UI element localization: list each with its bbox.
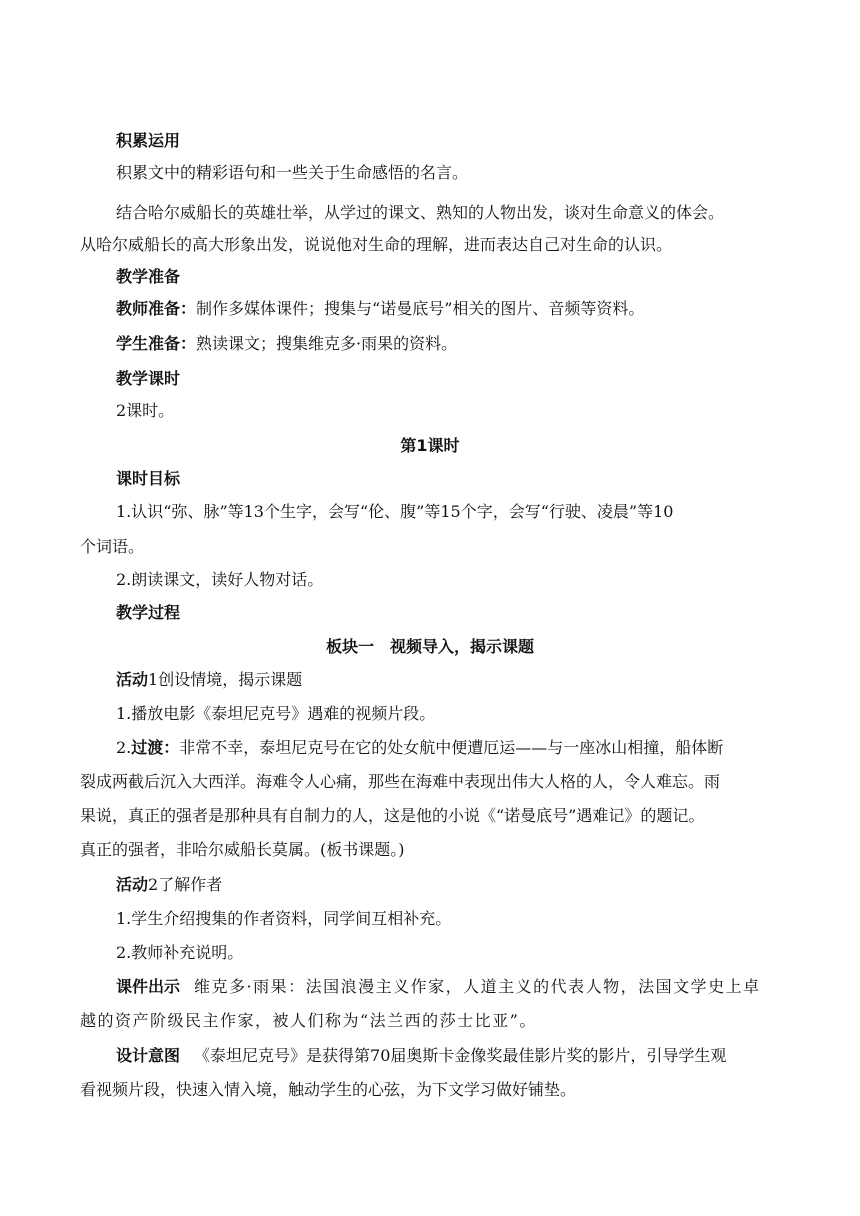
text: 《泰坦尼克号》是获得第70届奥斯卡金像奖最佳影片奖的影片，引导学生观	[194, 1046, 727, 1065]
paragraph: 越的资产阶级民主作家，被人们称为“法兰西的莎士比亚”。	[80, 1011, 537, 1030]
heading-accumulate: 积累运用	[116, 131, 181, 150]
heading-prep: 教学准备	[116, 267, 181, 286]
goal-item: 1.认识“弥、脉”等13个生字，会写“伦、腹”等15个字，会写“行驶、凌晨”等10	[116, 502, 674, 521]
text: 2了解作者	[148, 875, 223, 894]
block-title: 板块一 视频导入，揭示课题	[325, 637, 534, 656]
label: 教师准备：	[116, 299, 197, 318]
lesson-title: 第1课时	[400, 436, 460, 455]
list-item	[116, 738, 816, 758]
paragraph: 果说，真正的强者是那种具有自制力的人，这是他的小说《“诺曼底号”遇难记》的题记。	[80, 806, 705, 825]
goal-item: 个词语。	[80, 537, 145, 556]
list-item: 1.学生介绍搜集的作者资料，同学间互相补充。	[116, 909, 452, 928]
design-note	[116, 1046, 816, 1066]
paragraph: 结合哈尔威船长的英雄壮举，从学过的课文、熟知的人物出发，谈对生命意义的体会。	[116, 203, 725, 222]
label: 活动	[116, 875, 149, 894]
student-prep	[116, 334, 816, 354]
heading-process: 教学过程	[116, 603, 181, 622]
label: 活动	[116, 670, 149, 689]
paragraph: 看视频片段，快速入情入境，触动学生的心弦，为下文学习做好铺垫。	[80, 1080, 577, 1099]
text: 制作多媒体课件；搜集与“诺曼底号”相关的图片、音频等资料。	[196, 299, 645, 318]
paragraph: 真正的强者，非哈尔威船长莫属。(板书课题。)	[80, 840, 405, 859]
text: 非常不幸，泰坦尼克号在它的处女航中便遭厄运——与一座冰山相撞，船体断	[179, 738, 724, 757]
text: 1创设情境，揭示课题	[148, 670, 303, 689]
label: 过渡：	[131, 738, 180, 757]
courseware-note	[116, 977, 816, 997]
paragraph: 从哈尔威船长的高大形象出发，说说他对生命的理解，进而表达自己对生命的认识。	[80, 235, 673, 254]
number: 2.	[116, 738, 132, 757]
label: 学生准备：	[116, 334, 197, 353]
list-item: 2.教师补充说明。	[116, 943, 244, 962]
label: 课件出示	[116, 977, 181, 996]
label: 设计意图	[116, 1046, 181, 1065]
paragraph: 积累文中的精彩语句和一些关于生命感悟的名言。	[116, 163, 469, 182]
activity-heading	[116, 670, 816, 690]
paragraph: 2课时。	[116, 401, 175, 420]
list-item: 1.播放电影《泰坦尼克号》遇难的视频片段。	[116, 704, 436, 723]
heading-hours: 教学课时	[116, 369, 181, 388]
goal-item: 2.朗读课文，读好人物对话。	[116, 570, 324, 589]
teacher-prep	[116, 299, 816, 319]
text: 熟读课文；搜集维克多·雨果的资料。	[196, 334, 458, 353]
heading-goals: 课时目标	[116, 469, 181, 488]
text: 维克多·雨果：法国浪漫主义作家，人道主义的代表人物，法国文学史上卓	[194, 977, 761, 996]
paragraph: 裂成两截后沉入大西洋。海难令人心痛，那些在海难中表现出伟大人格的人，令人难忘。雨	[80, 772, 721, 791]
activity-heading	[116, 875, 816, 895]
